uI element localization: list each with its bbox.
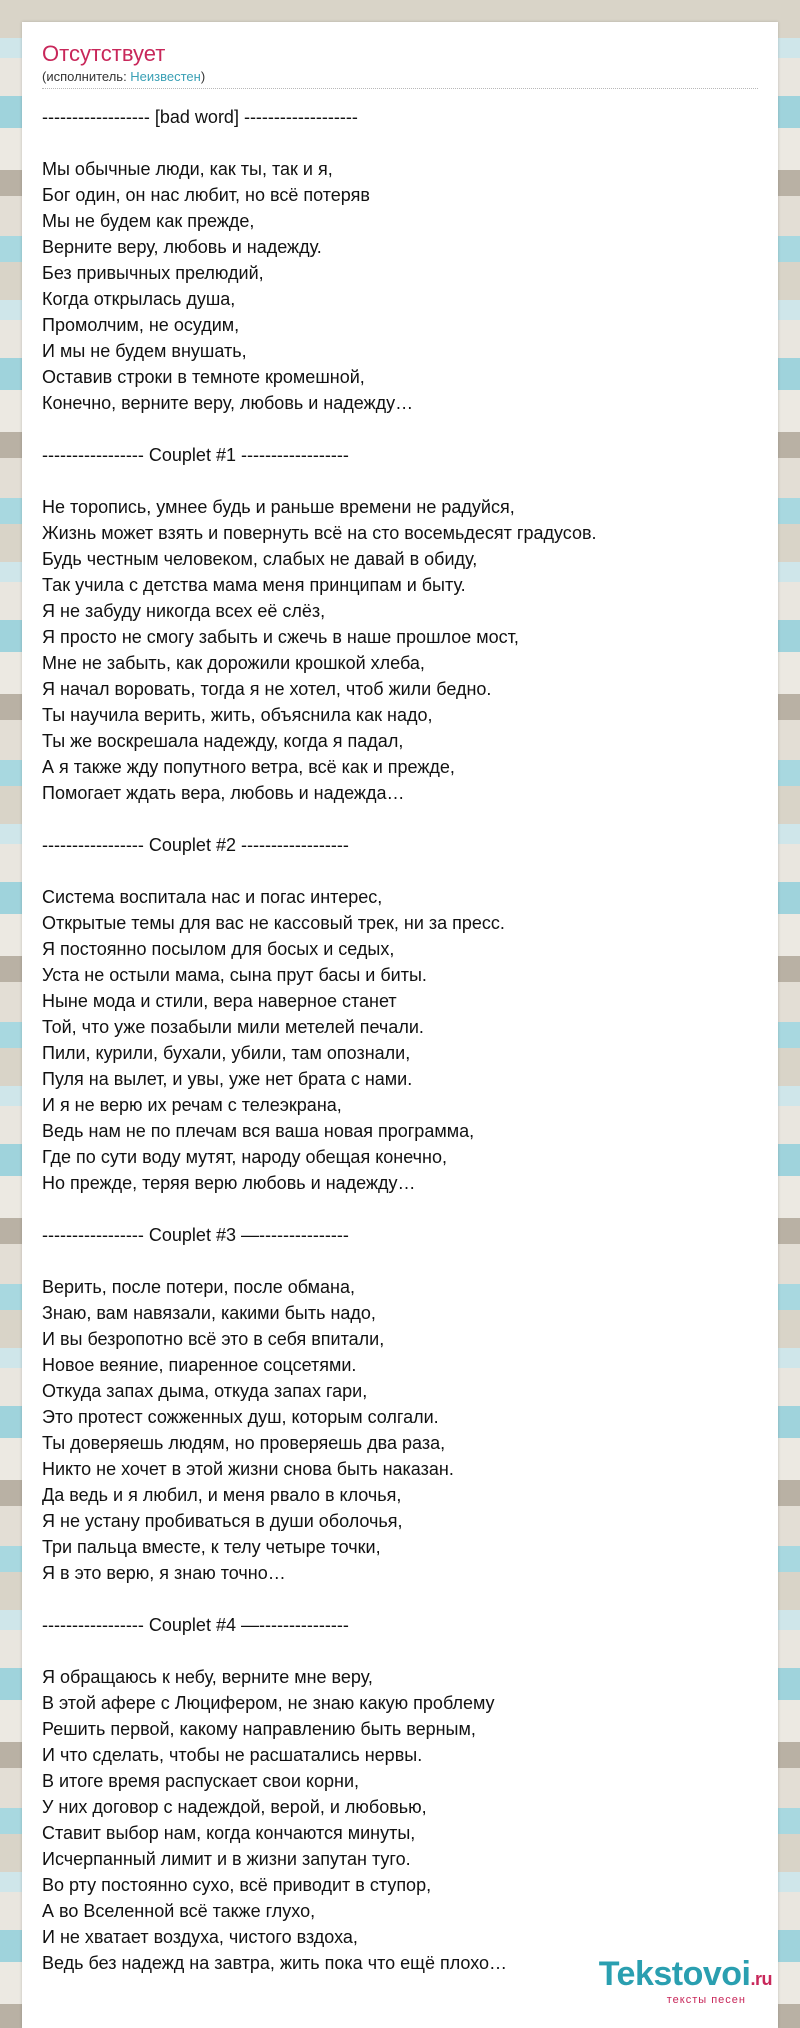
lyrics-line: Я постоянно посылом для босых и седых, xyxy=(42,939,395,959)
lyrics-page xyxy=(22,22,778,2028)
lyrics-line: Знаю, вам навязали, какими быть надо, xyxy=(42,1303,376,1323)
lyrics-line: В этой афере с Люцифером, не знаю какую проблему xyxy=(42,1693,495,1713)
lyrics-line: И вы безропотно всё это в себя впитали, xyxy=(42,1329,385,1349)
lyrics-line: Не торопись, умнее будь и раньше времени не радуйся, xyxy=(42,497,515,517)
logo-wordmark xyxy=(599,1957,772,1996)
lyrics-line: Мы обычные люди, как ты, так и я, xyxy=(42,159,333,179)
song-title: Отсутствует xyxy=(42,41,166,66)
lyrics-blank-line xyxy=(42,1248,758,1274)
lyrics-blank-line xyxy=(42,468,758,494)
lyrics-line: Без привычных прелюдий, xyxy=(42,263,264,283)
lyrics-line: Ты же воскрешала надежду, когда я падал, xyxy=(42,731,404,751)
lyrics-line: У них договор с надеждой, верой, и любовью, xyxy=(42,1797,427,1817)
lyrics-line: И мы не будем внушать, xyxy=(42,341,247,361)
lyrics-line: Верните веру, любовь и надежду. xyxy=(42,237,322,257)
lyrics-line: Мне не забыть, как дорожили крошкой хлеба, xyxy=(42,653,425,673)
lyrics-line: Пили, курили, бухали, убили, там опознали, xyxy=(42,1043,411,1063)
lyrics-line: Бог один, он нас любит, но всё потеряв xyxy=(42,185,370,205)
lyrics-line: Ты доверяешь людям, но проверяешь два раза, xyxy=(42,1433,446,1453)
lyrics-line: А я также жду попутного ветра, всё как и прежде, xyxy=(42,757,455,777)
lyrics-blank-line xyxy=(42,806,758,832)
lyrics-line: Помогает ждать вера, любовь и надежда… xyxy=(42,783,405,803)
lyrics-line: Я просто не смогу забыть и сжечь в наше прошлое мост, xyxy=(42,627,519,647)
lyrics-line: ----------------- Couplet #1 ------------------ xyxy=(42,445,349,465)
lyrics-line: Ныне мода и стили, вера наверное станет xyxy=(42,991,397,1011)
lyrics-line: Решить первой, какому направлению быть верным, xyxy=(42,1719,476,1739)
lyrics-line: Я не забуду никогда всех её слёз, xyxy=(42,601,326,621)
lyrics-line: Открытые темы для вас не кассовый трек, ни за пресс. xyxy=(42,913,505,933)
lyrics-line: И я не верю их речам с телеэкрана, xyxy=(42,1095,342,1115)
lyrics-line: Пуля на вылет, и увы, уже нет брата с нами. xyxy=(42,1069,413,1089)
lyrics-line: Верить, после потери, после обмана, xyxy=(42,1277,355,1297)
lyrics-line: Ставит выбор нам, когда кончаются минуты, xyxy=(42,1823,416,1843)
lyrics-line: Будь честным человеком, слабых не давай в обиду, xyxy=(42,549,478,569)
lyrics-line: Оставив строки в темноте кромешной, xyxy=(42,367,365,387)
lyrics-line: Ведь без надежд на завтра, жить пока что ещё плохо… xyxy=(42,1953,508,1973)
lyrics-line: А во Вселенной всё также глухо, xyxy=(42,1901,316,1921)
song-header xyxy=(42,40,758,89)
lyrics-line: Ты научила верить, жить, объяснила как надо, xyxy=(42,705,433,725)
lyrics-line: Никто не хочет в этой жизни снова быть наказан. xyxy=(42,1459,454,1479)
lyrics-line: Три пальца вместе, к телу четыре точки, xyxy=(42,1537,381,1557)
lyrics-line: Исчерпанный лимит и в жизни запутан туго. xyxy=(42,1849,411,1869)
lyrics-blank-line xyxy=(42,858,758,884)
lyrics-line: Той, что уже позабыли мили метелей печали. xyxy=(42,1017,424,1037)
lyrics-line: ----------------- Couplet #4 —--------------- xyxy=(42,1615,349,1635)
lyrics-blank-line xyxy=(42,1586,758,1612)
lyrics-line: Конечно, верните веру, любовь и надежду… xyxy=(42,393,414,413)
lyrics-line: Новое веяние, пиаренное соцсетями. xyxy=(42,1355,357,1375)
artist-link[interactable]: Неизвестен xyxy=(130,69,201,84)
lyrics-line: В итоге время распускает свои корни, xyxy=(42,1771,360,1791)
lyrics-line: Я не устану пробиваться в души оболочья, xyxy=(42,1511,403,1531)
lyrics-line: Откуда запах дыма, откуда запах гари, xyxy=(42,1381,368,1401)
artist-prefix: (исполнитель: xyxy=(42,69,131,84)
logo-name: Tekstovoi xyxy=(598,1955,751,1993)
site-logo[interactable] xyxy=(599,1957,772,2006)
logo-tld: .ru xyxy=(750,1969,772,1989)
lyrics-line: Жизнь может взять и повернуть всё на сто восемьдесят градусов. xyxy=(42,523,597,543)
lyrics-line: И не хватает воздуха, чистого вздоха, xyxy=(42,1927,358,1947)
artist-line xyxy=(42,68,758,89)
lyrics-line: ----------------- Couplet #3 —--------------- xyxy=(42,1225,349,1245)
lyrics-line: Во рту постоянно сухо, всё приводит в ступор, xyxy=(42,1875,432,1895)
lyrics-text xyxy=(42,104,758,1976)
lyrics-line: Система воспитала нас и погас интерес, xyxy=(42,887,383,907)
lyrics-line: Когда открылась душа, xyxy=(42,289,236,309)
lyrics-line: Я в это верю, я знаю точно… xyxy=(42,1563,286,1583)
logo-tagline: тексты песен xyxy=(666,1994,746,2006)
lyrics-blank-line xyxy=(42,1638,758,1664)
lyrics-line: ------------------ [bad word] ------------------- xyxy=(42,107,358,127)
lyrics-line: ----------------- Couplet #2 ------------------ xyxy=(42,835,349,855)
lyrics-line: Это протест сожженных душ, которым солгали. xyxy=(42,1407,439,1427)
artist-suffix: ) xyxy=(200,69,206,84)
lyrics-line: И что сделать, чтобы не расшатались нервы. xyxy=(42,1745,423,1765)
lyrics-line: Но прежде, теряя верю любовь и надежду… xyxy=(42,1173,416,1193)
lyrics-blank-line xyxy=(42,1196,758,1222)
lyrics-line: Я начал воровать, тогда я не хотел, чтоб жили бедно. xyxy=(42,679,492,699)
lyrics-line: Ведь нам не по плечам вся ваша новая программа, xyxy=(42,1121,475,1141)
lyrics-line: Я обращаюсь к небу, верните мне веру, xyxy=(42,1667,373,1687)
lyrics-line: Уста не остыли мама, сына прут басы и биты. xyxy=(42,965,427,985)
lyrics-line: Так учила с детства мама меня принципам и быту. xyxy=(42,575,466,595)
lyrics-line: Да ведь и я любил, и меня рвало в клочья, xyxy=(42,1485,402,1505)
lyrics-line: Мы не будем как прежде, xyxy=(42,211,255,231)
lyrics-line: Где по сути воду мутят, народу обещая конечно, xyxy=(42,1147,447,1167)
lyrics-blank-line xyxy=(42,416,758,442)
lyrics-line: Промолчим, не осудим, xyxy=(42,315,240,335)
lyrics-blank-line xyxy=(42,130,758,156)
